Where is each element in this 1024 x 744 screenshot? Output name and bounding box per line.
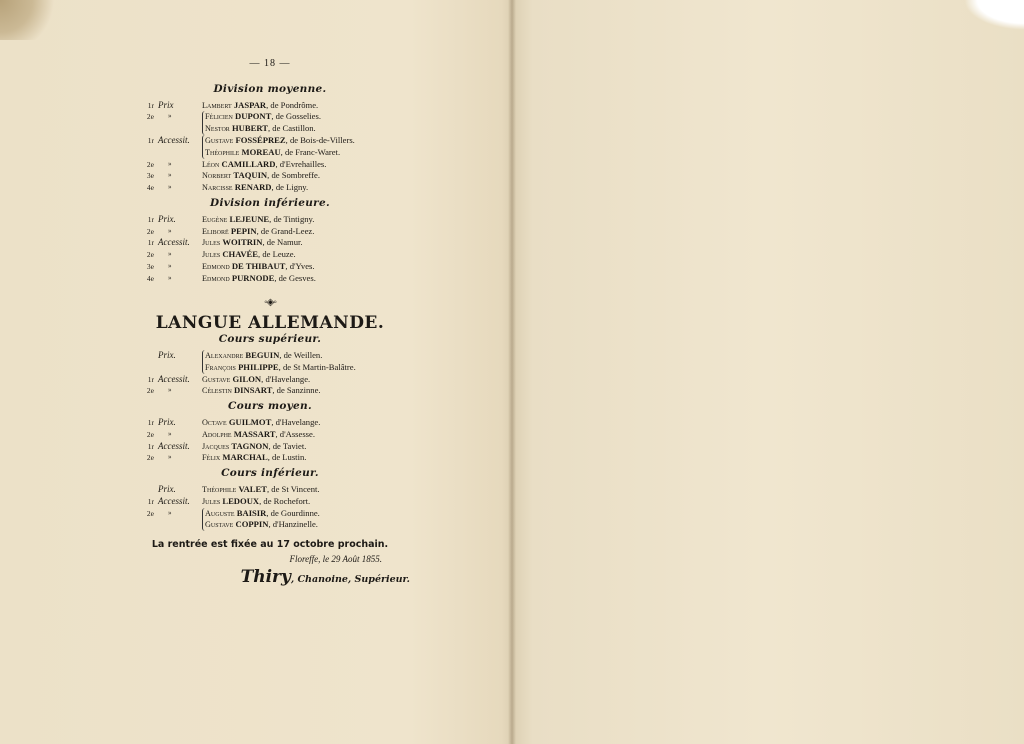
- hometown: , d'Havelange.: [271, 416, 321, 427]
- reopening-notice: La rentrée est fixée au 17 octobre prochain.: [151, 539, 389, 551]
- rank-label: 1r: [147, 496, 154, 506]
- name-group: [202, 170, 320, 182]
- name-group: [202, 182, 308, 194]
- rank-label: 1r: [147, 135, 154, 145]
- first-name: Jules: [202, 496, 221, 506]
- prize-label: Accessit.: [158, 237, 190, 248]
- names-list: [202, 496, 310, 508]
- last-name: WOITRIN: [222, 237, 263, 248]
- prize-label: »: [168, 112, 172, 121]
- division-heading: Division moyenne.: [213, 82, 327, 95]
- prize-label: »: [168, 429, 172, 438]
- division-heading: Division inférieure.: [210, 196, 330, 209]
- prize-row: [120, 170, 420, 182]
- first-name: Norbert: [202, 171, 232, 181]
- prize-row: [120, 159, 420, 171]
- prize-row: [120, 214, 420, 226]
- hometown: , de Gesves.: [274, 272, 316, 283]
- winner-name: [202, 182, 308, 194]
- winner-name: [202, 417, 320, 429]
- names-list: [202, 508, 320, 532]
- ornament-divider: ◦◈◦: [264, 296, 276, 308]
- name-group: [202, 111, 321, 135]
- names-list: [202, 111, 321, 135]
- names-list: [202, 374, 310, 386]
- left-page: [120, 58, 420, 585]
- last-name: TAQUIN: [233, 170, 268, 181]
- last-name: GUILMOT: [228, 416, 272, 427]
- last-name: PEPIN: [230, 225, 257, 236]
- prize-label: »: [168, 159, 172, 168]
- winner-name: [205, 362, 356, 374]
- last-name: DUPONT: [235, 111, 272, 122]
- names-list: [202, 452, 306, 464]
- hometown: , d'Havelange.: [261, 373, 311, 384]
- hometown: , d'Evrehailles.: [275, 158, 327, 169]
- prize-label: »: [168, 273, 172, 282]
- prize-row: [120, 249, 420, 261]
- hometown: , de Gosselies.: [271, 111, 321, 122]
- last-name: GILON: [232, 373, 262, 384]
- hometown: , d'Assesse.: [275, 428, 315, 439]
- names-list: [202, 226, 314, 238]
- names-list: [202, 429, 315, 441]
- name-group: [202, 496, 310, 508]
- name-group: [202, 452, 306, 464]
- division-heading: Cours supérieur.: [218, 333, 322, 346]
- winner-name: [202, 159, 326, 171]
- first-name: Alexandre: [205, 350, 244, 360]
- first-name: Félix: [202, 453, 221, 463]
- hometown: , d'Hanzinelle.: [268, 519, 318, 530]
- rank-label: 1r: [147, 417, 154, 427]
- first-name: Jules: [202, 238, 221, 248]
- worn-corner: [0, 0, 60, 40]
- prize-row: [120, 261, 420, 273]
- last-name: DINSART: [233, 385, 273, 396]
- winner-name: [202, 214, 314, 226]
- rank-label: 1r: [147, 238, 154, 248]
- winner-name: [205, 135, 355, 147]
- prize-row: [120, 135, 420, 159]
- names-list: [202, 385, 321, 397]
- rank-label: 1r: [147, 100, 154, 110]
- last-name: VALET: [238, 483, 267, 494]
- prize-row: [120, 350, 420, 374]
- name-group: [202, 135, 355, 159]
- first-name: Adolphe: [202, 429, 232, 439]
- prize-label: Prix.: [158, 416, 176, 427]
- prize-label: Accessit.: [158, 134, 190, 145]
- rank-label: 3e: [146, 261, 154, 271]
- hometown: , de Bois-de-Villers.: [285, 134, 355, 145]
- winner-name: [202, 249, 296, 261]
- first-name: Gustave: [205, 135, 234, 145]
- first-name: Félicien: [205, 112, 233, 122]
- rank-label: 1r: [147, 214, 154, 224]
- name-group: [202, 417, 320, 429]
- prize-row: [120, 100, 420, 112]
- names-list: [202, 350, 356, 374]
- prize-label: Prix: [158, 99, 174, 110]
- winner-name: [202, 261, 315, 273]
- name-group: [202, 385, 321, 397]
- prize-row: [120, 237, 420, 249]
- first-name: Théophile: [202, 484, 237, 494]
- rank-label: 2e: [146, 453, 154, 463]
- division-heading: Cours inférieur.: [221, 467, 319, 480]
- rank-label: 2e: [146, 250, 154, 260]
- winner-name: [202, 100, 318, 112]
- names-list: [202, 214, 314, 226]
- prize-row: [120, 441, 420, 453]
- winner-name: [202, 385, 321, 397]
- winner-name: [202, 452, 306, 464]
- name-group: [202, 159, 326, 171]
- first-name: François: [205, 362, 236, 372]
- dateline: Floreffe, le 29 Août 1855.: [289, 553, 382, 564]
- prize-label: »: [168, 453, 172, 462]
- first-name: Auguste: [205, 508, 235, 518]
- rank-label: 1r: [147, 441, 154, 451]
- names-list: [202, 159, 326, 171]
- prize-row: [120, 374, 420, 386]
- section-title-langue-allemande: LANGUE ALLEMANDE.: [155, 313, 385, 334]
- last-name: DE THIBAUT: [231, 260, 286, 271]
- winner-name: [202, 170, 320, 182]
- last-name: RENARD: [234, 182, 272, 193]
- hometown: , de Namur.: [262, 237, 303, 248]
- first-name: Gustave: [202, 374, 231, 384]
- prize-label: Prix.: [158, 349, 176, 360]
- winner-name: [205, 111, 321, 123]
- last-name: HUBERT: [231, 123, 268, 134]
- winner-name: [202, 226, 314, 238]
- winner-name: [202, 374, 310, 386]
- hometown: , de Rochefort.: [259, 495, 311, 506]
- hometown: , de Weillen.: [279, 349, 323, 360]
- prize-row: [120, 273, 420, 285]
- torn-corner: [964, 0, 1024, 30]
- winner-name: [205, 147, 355, 159]
- rank-label: 2e: [146, 112, 154, 122]
- book-spine: [508, 0, 516, 744]
- prize-label: »: [168, 226, 172, 235]
- hometown: , de Pondrôme.: [266, 99, 319, 110]
- names-list: [202, 182, 308, 194]
- rank-label: 2e: [146, 226, 154, 236]
- signature-name: Thiry: [240, 566, 291, 587]
- hometown: , de Castillon.: [267, 123, 316, 134]
- name-group: [202, 429, 315, 441]
- winner-name: [202, 273, 316, 285]
- prize-row: [120, 496, 420, 508]
- prize-row: [120, 385, 420, 397]
- hometown: , de Ligny.: [271, 182, 309, 193]
- hometown: , de Sanzinne.: [272, 385, 321, 396]
- winner-name: [202, 484, 320, 496]
- names-list: [202, 484, 320, 496]
- first-name: Léon: [202, 159, 220, 169]
- rank-label: 2e: [146, 159, 154, 169]
- prize-label: »: [168, 250, 172, 259]
- first-name: Célestin: [202, 386, 232, 396]
- prize-label: Prix.: [158, 213, 176, 224]
- last-name: TAGNON: [231, 440, 269, 451]
- signature: [120, 566, 420, 587]
- hometown: , de Lustin.: [267, 452, 307, 463]
- rank-label: 4e: [146, 183, 154, 193]
- first-name: Jacques: [202, 441, 230, 451]
- first-name: Narcisse: [202, 183, 233, 193]
- hometown: , de Leuze.: [258, 249, 296, 260]
- rank-label: 2e: [146, 429, 154, 439]
- prize-row: [120, 111, 420, 135]
- signature-title: , Chanoine, Supérieur.: [290, 573, 410, 585]
- name-group: [202, 508, 320, 532]
- prize-row: [120, 484, 420, 496]
- first-name: Edmond: [202, 261, 230, 271]
- last-name: CHAVÉE: [222, 249, 259, 260]
- french-sections: [120, 84, 420, 285]
- rank-label: 3e: [146, 171, 154, 181]
- german-sections: [120, 334, 420, 531]
- hometown: , de Franc-Waret.: [280, 146, 341, 157]
- hometown: , d'Yves.: [285, 260, 315, 271]
- prize-label: »: [168, 171, 172, 180]
- name-group: [202, 441, 306, 453]
- winner-name: [202, 496, 310, 508]
- prize-label: Accessit.: [158, 495, 190, 506]
- last-name: BAISIR: [236, 507, 267, 518]
- prize-label: Accessit.: [158, 373, 190, 384]
- first-name: Eugène: [202, 214, 228, 224]
- prize-label: »: [168, 261, 172, 270]
- winner-name: [202, 429, 315, 441]
- last-name: LEJEUNE: [229, 213, 270, 224]
- division-heading: Cours moyen.: [228, 400, 312, 413]
- prize-label: »: [168, 386, 172, 395]
- hometown: , de St Vincent.: [267, 483, 320, 494]
- last-name: PHILIPPE: [238, 361, 279, 372]
- last-name: LEDOUX: [222, 495, 260, 506]
- names-list: [202, 261, 315, 273]
- names-list: [202, 100, 318, 112]
- prize-row: [120, 182, 420, 194]
- first-name: Lambert: [202, 100, 232, 110]
- hometown: , de St Martin-Balâtre.: [278, 361, 356, 372]
- names-list: [202, 249, 296, 261]
- names-list: [202, 237, 303, 249]
- name-group: [202, 484, 320, 496]
- last-name: MASSART: [233, 428, 276, 439]
- last-name: PURNODE: [231, 272, 275, 283]
- rank-label: 4e: [146, 273, 154, 283]
- hometown: , de Grand-Leez.: [256, 225, 315, 236]
- page-number: — 18 —: [249, 58, 291, 69]
- first-name: Théophile: [205, 147, 240, 157]
- name-group: [202, 214, 314, 226]
- hometown: , de Sombreffe.: [267, 170, 320, 181]
- name-group: [202, 374, 310, 386]
- last-name: JASPAR: [233, 99, 267, 110]
- winner-name: [202, 237, 303, 249]
- name-group: [202, 100, 318, 112]
- prize-label: Prix.: [158, 483, 176, 494]
- prize-label: »: [168, 508, 172, 517]
- name-group: [202, 273, 316, 285]
- last-name: BEGUIN: [245, 349, 280, 360]
- names-list: [202, 417, 320, 429]
- hometown: , de Taviet.: [268, 440, 307, 451]
- last-name: MOREAU: [241, 146, 281, 157]
- prize-row: [120, 429, 420, 441]
- last-name: MARCHAL: [222, 452, 268, 463]
- rank-label: 1r: [147, 374, 154, 384]
- names-list: [202, 273, 316, 285]
- first-name: Nestor: [205, 124, 230, 134]
- winner-name: [205, 519, 320, 531]
- winner-name: [205, 508, 320, 520]
- name-group: [202, 261, 315, 273]
- names-list: [202, 441, 306, 453]
- prize-label: »: [168, 183, 172, 192]
- prize-row: [120, 508, 420, 532]
- names-list: [202, 170, 320, 182]
- hometown: , de Gourdinne.: [266, 507, 320, 518]
- first-name: Gustave: [205, 520, 234, 530]
- rank-label: 2e: [146, 386, 154, 396]
- last-name: COPPIN: [235, 519, 269, 530]
- rank-label: 2e: [146, 508, 154, 518]
- last-name: FOSSÉPREZ: [235, 134, 286, 145]
- first-name: Octave: [202, 417, 227, 427]
- winner-name: [205, 350, 356, 362]
- first-name: Eliborë: [202, 226, 229, 236]
- winner-name: [202, 441, 306, 453]
- name-group: [202, 249, 296, 261]
- first-name: Edmond: [202, 273, 230, 283]
- name-group: [202, 237, 303, 249]
- winner-name: [205, 123, 321, 135]
- first-name: Jules: [202, 250, 221, 260]
- prize-row: [120, 452, 420, 464]
- name-group: [202, 226, 314, 238]
- prize-row: [120, 417, 420, 429]
- names-list: [202, 135, 355, 159]
- last-name: CAMILLARD: [221, 158, 276, 169]
- prize-label: Accessit.: [158, 440, 190, 451]
- name-group: [202, 350, 356, 374]
- prize-row: [120, 226, 420, 238]
- hometown: , de Tintigny.: [269, 213, 315, 224]
